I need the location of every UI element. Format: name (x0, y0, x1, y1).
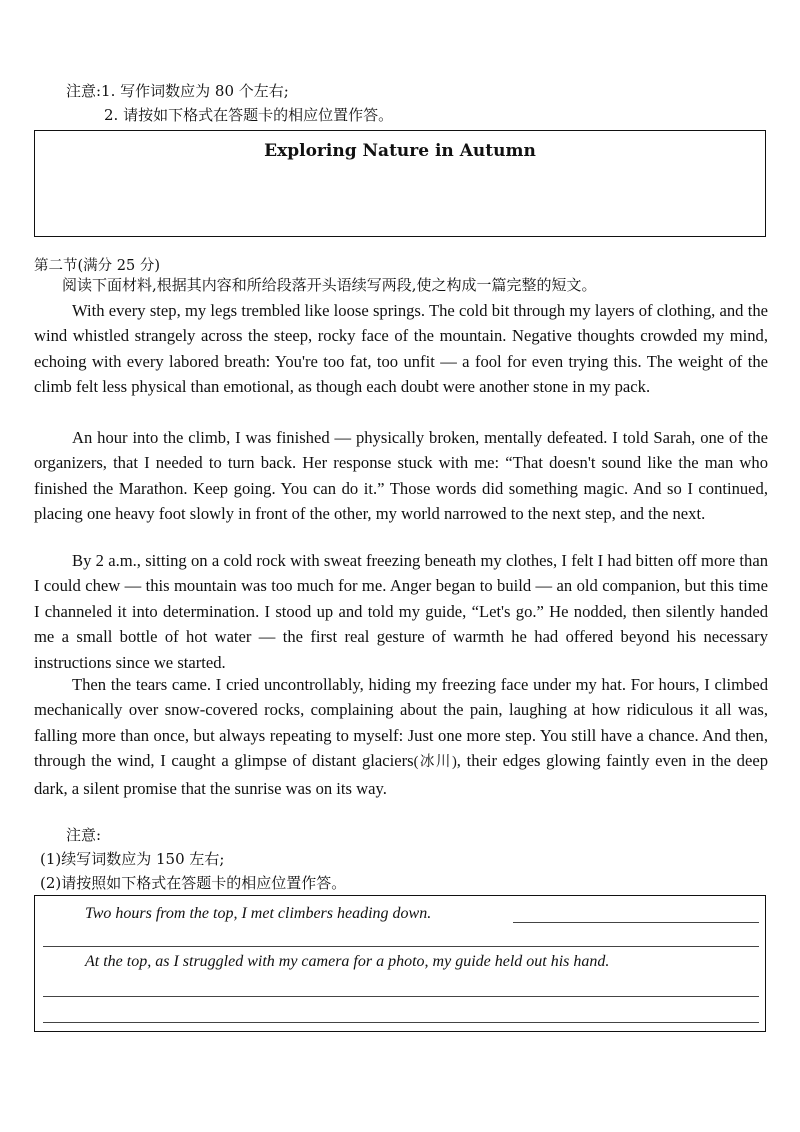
requirement-1: (1)续写词数应为 150 左右; (40, 850, 225, 868)
writing-task-title: Exploring Nature in Autumn (264, 141, 536, 161)
paragraph-4-text-a: Then the tears came. I cried uncontrollably, hiding my freezing face under my hat. For hours, I climbed mechanically over snow-covered rocks, complaining about the pain, laughing at how ridiculous it all was, falling more than once, but always repeating to myself: Just one more step. You still have a chance. And then, through the wind, I caught a glimpse of distant glaciers (34, 675, 768, 771)
story-paragraph-1: With every step, my legs trembled like loose springs. The cold bit through my layers of clothing, and the wind whistled strangely across the steep, rocky face of the mountain. Negative thoughts crowded my mind, echoing with every labored breath: You're too fat, too unfit — a fool for even trying this. The weight of the climb felt less physical than emotional, as though each doubt were another stone in my pack. (34, 301, 768, 397)
section-header: 第二节(满分 25 分) (34, 258, 160, 274)
writing-line (43, 946, 759, 947)
story-paragraph-3: By 2 a.m., sitting on a cold rock with sweat freezing beneath my clothes, I felt I had bitten off more than I could chew — this mountain was too much for me. Anger began to build — an old companion, but this time I channeled it into determination. I stood up and told my guide, “Let's go.” He nodded, then silently handed me a small bottle of hot water — the first real gesture of warmth he had offered beyond his necessary instructions since we started. (34, 551, 768, 672)
answer-box-2 (34, 895, 766, 1032)
section-instruction: 阅读下面材料,根据其内容和所给段落开头语续写两段,使之构成一篇完整的短文。 (62, 276, 597, 294)
answer-box-1 (34, 130, 766, 237)
requirement-2: (2)请按照如下格式在答题卡的相应位置作答。 (40, 874, 347, 892)
story-paragraph-4 (34, 672, 768, 801)
writing-line (513, 922, 759, 923)
continuation-start-2: At the top, as I struggled with my camera for a photo, my guide held out his hand. (85, 953, 610, 970)
paragraph-4-text-b: , their edges glowing faintly even in the deep dark, a silent promise that the sunrise was on its way. (34, 751, 768, 798)
glacier-annotation: (冰川) (413, 754, 457, 771)
writing-line (43, 1022, 759, 1023)
writing-line (43, 996, 759, 997)
part1-note-line1: 注意:1. 写作词数应为 80 个左右; (66, 82, 289, 100)
part1-note-line2: 2. 请按如下格式在答题卡的相应位置作答。 (104, 106, 394, 124)
continuation-start-1: Two hours from the top, I met climbers heading down. (85, 905, 432, 922)
requirements-label: 注意: (66, 826, 102, 844)
story-paragraph-2: An hour into the climb, I was finished — physically broken, mentally defeated. I told Sarah, one of the organizers, that I needed to turn back. Her response stuck with me: “That doesn't sound like the man who finished the Marathon. Keep going. You can do it.” Those words did something magic. And so I continued, placing one heavy foot slowly in front of the other, my world narrowed to the next step, and the next. (34, 428, 768, 524)
